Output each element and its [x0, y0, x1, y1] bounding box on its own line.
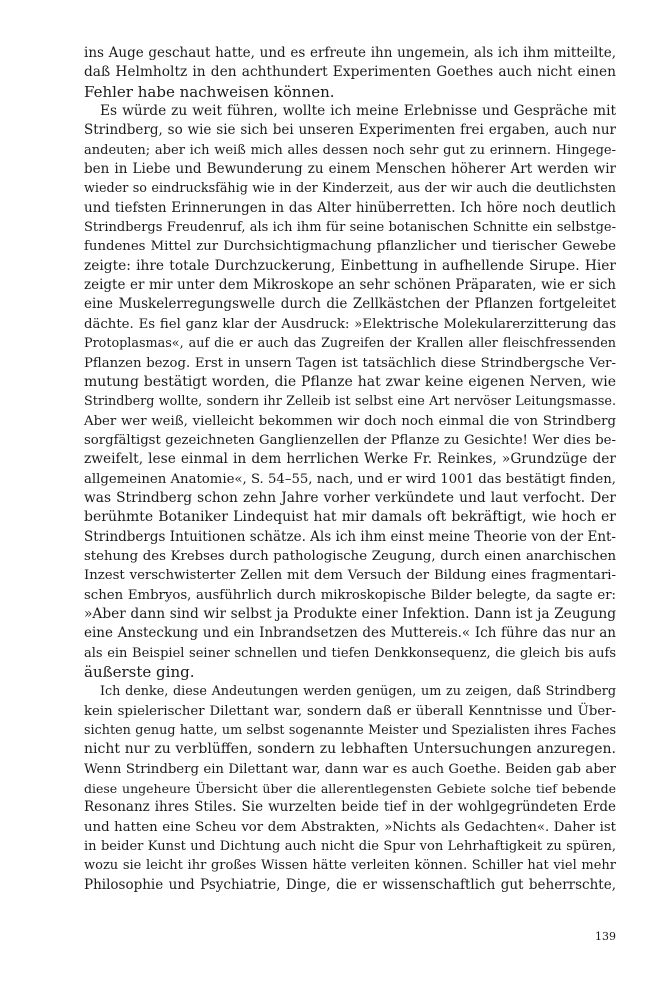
- text-line: ben in Liebe und Bewunderung zu einem Menschen höherer Art werden wir: [84, 161, 616, 178]
- text-line: »Aber dann sind wir selbst ja Produkte einer Infektion. Dann ist ja Zeugung: [84, 605, 616, 622]
- text-line: Fehler habe nachweisen können.: [84, 82, 335, 101]
- text-line: Aber wer weiß, vielleicht bekommen wir doch noch einmal die von Strindberg: [84, 413, 616, 429]
- text-line: nicht nur zu verblüffen, sondern zu lebhaften Untersuchungen anzuregen.: [84, 741, 616, 758]
- text-line: kein spielerischer Dilettant war, sondern daß er überall Kenntnisse und Über-: [84, 703, 616, 719]
- text-line: schen Embryos, ausführlich durch mikroskopische Bilder belegte, da sagte er:: [84, 587, 616, 603]
- text-line: Strindberg, so wie sie sich bei unseren Experimenten frei ergaben, auch nur: [84, 122, 616, 139]
- text-line: andeuten; aber ich weiß mich alles dessen noch sehr gut zu erinnern. Hingege-: [84, 142, 616, 158]
- text-line: sorgfältigst gezeichneten Ganglienzellen der Pflanze zu Gesichte! Wer dies be-: [84, 432, 616, 448]
- text-line: Strindbergs Freudenruf, als ich ihm für seine botanischen Schnitte ein selbstge-: [84, 220, 616, 236]
- text-line: als ein Beispiel seiner schnellen und tiefen Denkkonsequenz, die gleich bis aufs: [84, 645, 616, 661]
- text-line: Es würde zu weit führen, wollte ich meine Erlebnisse und Gespräche mit: [100, 103, 616, 120]
- text-line: Protoplasmas«, auf die er auch das Zugreifen der Krallen aller fleischfressenden: [84, 336, 616, 352]
- text-line: was Strindberg schon zehn Jahre vorher verkündete und laut verfocht. Der: [84, 489, 616, 506]
- paragraph: [84, 682, 616, 895]
- text-line: eine Ansteckung und ein Inbrandsetzen des Muttereis.« Ich führe das nur an: [84, 625, 616, 642]
- text-line: stehung des Krebses durch pathologische Zeugung, durch einen anarchischen: [84, 548, 616, 564]
- text-line: Ich denke, diese Andeutungen werden genügen, um zu zeigen, daß Strindberg: [100, 684, 616, 700]
- page-number: 139: [595, 930, 616, 943]
- text-line: wieder so eindrucksfähig wie in der Kinderzeit, aus der wir auch die deutlichsten: [84, 181, 616, 197]
- paragraph: [84, 44, 616, 102]
- text-line: und tiefsten Erinnerungen in das Alter hinüberretten. Ich höre noch deutlich: [84, 199, 616, 216]
- text-line: und hatten eine Scheu vor dem Abstrakten, »Nichts als Gedachten«. Daher ist: [84, 819, 616, 835]
- body-text: [84, 44, 616, 895]
- text-line: äußerste ging.: [84, 663, 195, 681]
- text-line: Philosophie und Psychiatrie, Dinge, die er wissenschaftlich gut beherrschte,: [84, 876, 616, 893]
- text-line: dächte. Es fiel ganz klar der Ausdruck: »Elektrische Molekularerzitterung das: [84, 316, 616, 332]
- text-line: fundenes Mittel zur Durchsichtigmachung pflanzlicher und tierischer Gewebe: [84, 239, 616, 255]
- text-line: Wenn Strindberg ein Dilettant war, dann war es auch Goethe. Beiden gab aber: [84, 761, 616, 777]
- text-line: allgemeinen Anatomie«, S. 54–55, nach, und er wird 1001 das bestätigt finden,: [84, 471, 616, 487]
- text-line: zeigte er mir unter dem Mikroskope an sehr schönen Präparaten, wie er sich: [84, 277, 616, 294]
- text-line: eine Muskelerregungswelle durch die Zellkästchen der Pflanzen fortgeleitet: [84, 296, 616, 313]
- text-line: Strindbergs Intuitionen schätze. Als ich ihm einst meine Theorie von der Ent-: [84, 528, 616, 545]
- text-line: ins Auge geschaut hatte, und es erfreute ihn ungemein, als ich ihm mitteilte,: [84, 45, 616, 61]
- text-line: Resonanz ihres Stiles. Sie wurzelten beide tief in der wohlgegründeten Erde: [84, 799, 616, 816]
- text-line: Strindberg wollte, sondern ihr Zelleib ist selbst eine Art nervöser Leitungsmasse.: [84, 394, 616, 410]
- text-line: wozu sie leicht ihr großes Wissen hätte verleiten können. Schiller hat viel mehr: [84, 858, 616, 874]
- text-line: berühmte Botaniker Lindequist hat mir damals oft bekräftigt, wie hoch er: [84, 509, 616, 526]
- paragraph: [84, 102, 616, 682]
- text-line: Pflanzen bezog. Erst in unsern Tagen ist tatsächlich diese Strindbergsche Ver-: [84, 355, 616, 371]
- text-line: mutung bestätigt worden, die Pflanze hat zwar keine eigenen Nerven, wie: [84, 373, 616, 390]
- text-line: Inzest verschwisterter Zellen mit dem Versuch der Bildung eines fragmentari-: [84, 568, 616, 584]
- text-line: daß Helmholtz in den achthundert Experimenten Goethes auch nicht einen: [84, 64, 616, 81]
- text-line: zweifelt, lese einmal in dem herrlichen Werke Fr. Reinkes, »Grundzüge der: [84, 451, 616, 468]
- text-line: sichten genug hatte, um selbst sogenannte Meister und Spezialisten ihres Faches: [84, 723, 616, 739]
- text-line: zeigte: ihre totale Durchzuckerung, Einbettung in aufhellende Sirupe. Hier: [84, 257, 616, 274]
- text-line: in beider Kunst und Dichtung auch nicht die Spur von Lehrhaftigkeit zu spüren,: [84, 839, 616, 855]
- text-line: diese ungeheure Übersicht über die allerentlegensten Gebiete solche tief bebende: [84, 781, 616, 797]
